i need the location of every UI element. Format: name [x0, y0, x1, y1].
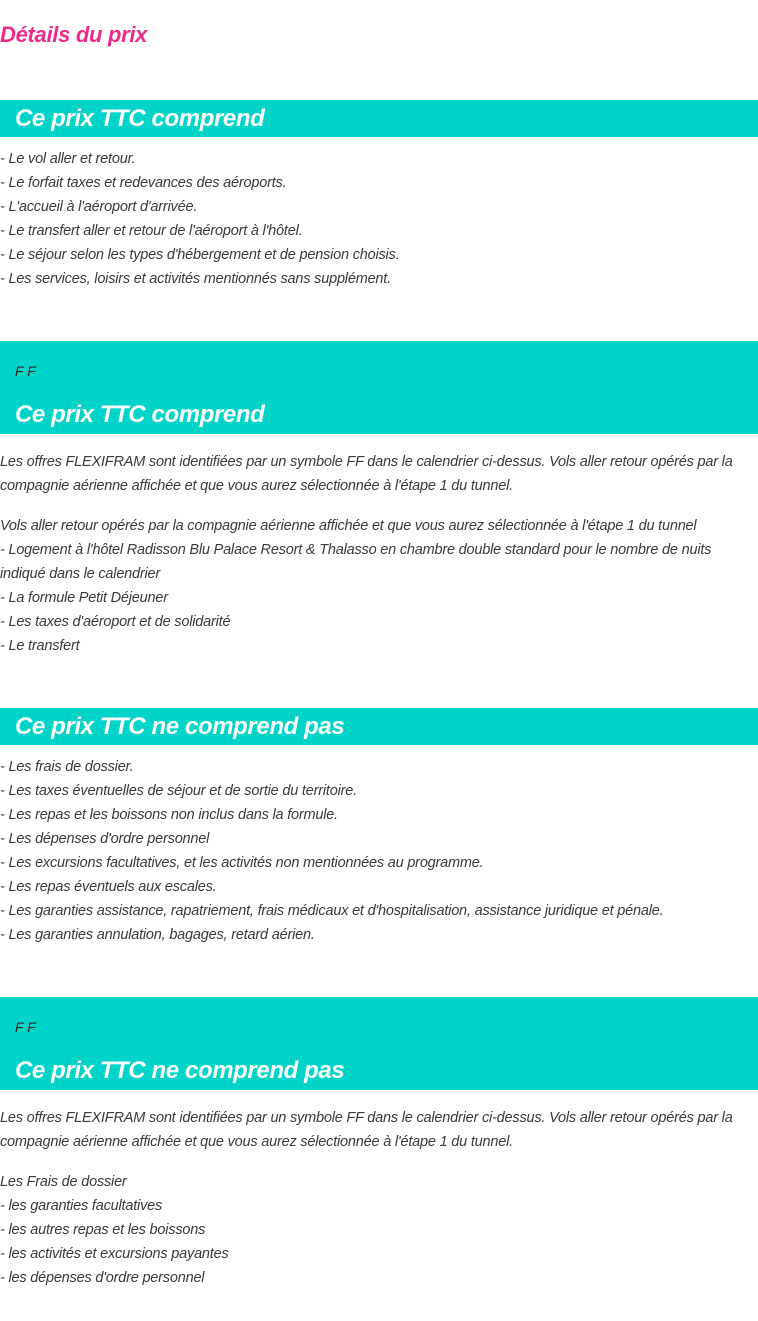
list-item: - Le séjour selon les types d'hébergement et de pension choisis. — [0, 247, 400, 263]
list-item: - Les taxes d'aéroport et de solidarité — [0, 614, 231, 630]
list-item: Vols aller retour opérés par la compagnie aérienne affichée et que vous aurez sélectionnée à l'étape 1 du tunnel — [0, 518, 697, 534]
list-item: - Les dépenses d'ordre personnel — [0, 831, 210, 847]
list-item: Les Frais de dossier — [0, 1174, 127, 1190]
list-item: - Les excursions facultatives, et les activités non mentionnées au programme. — [0, 855, 484, 871]
list-item: - les activités et excursions payantes — [0, 1246, 229, 1262]
ff-excludes-list — [0, 1170, 758, 1290]
list-item: - les garanties facultatives — [0, 1198, 163, 1214]
list-item: - Les services, loisirs et activités mentionnés sans supplément. — [0, 271, 391, 287]
section-title: Ce prix TTC ne comprend pas — [15, 713, 345, 740]
section-banner-includes — [0, 100, 758, 137]
excludes-list — [0, 755, 758, 947]
includes-list — [0, 147, 758, 291]
list-item: - Les taxes éventuelles de séjour et de sortie du territoire. — [0, 783, 357, 799]
section-banner-ff-excludes — [0, 997, 758, 1090]
section-title: Ce prix TTC ne comprend pas — [15, 1057, 345, 1084]
ff-tag: F F — [15, 1019, 36, 1035]
section-title: Ce prix TTC comprend — [15, 401, 265, 428]
list-item: - Les garanties annulation, bagages, retard aérien. — [0, 927, 315, 943]
list-item: - Le transfert — [0, 638, 80, 654]
ff-tag: F F — [15, 363, 36, 379]
list-item: - Le forfait taxes et redevances des aéroports. — [0, 175, 287, 191]
flexifram-intro: Les offres FLEXIFRAM sont identifiées par un symbole FF dans le calendrier ci-dessus. Vols aller retour opérés par la compagnie aérienne affichée et que vous aurez sélectionnée à l'étape 1 du tunnel. — [0, 1110, 733, 1150]
list-item: - Les repas éventuels aux escales. — [0, 879, 217, 895]
list-item: - La formule Petit Déjeuner — [0, 590, 168, 606]
list-item: - Les garanties assistance, rapatriement, frais médicaux et d'hospitalisation, assistance juridique et pénale. — [0, 903, 664, 919]
list-item: - Logement à l'hôtel Radisson Blu Palace Resort & Thalasso en chambre double standard pour le nombre de nuits indiqué dans le calendrier — [0, 542, 712, 582]
list-item: - Le vol aller et retour. — [0, 151, 136, 167]
ff-includes-list — [0, 514, 745, 658]
section-title: Ce prix TTC comprend — [15, 105, 265, 132]
flexifram-intro: Les offres FLEXIFRAM sont identifiées par un symbole FF dans le calendrier ci-dessus. Vols aller retour opérés par la compagnie aérienne affichée et que vous aurez sélectionnée à l'étape 1 du tunnel. — [0, 454, 733, 494]
list-item: - Les frais de dossier. — [0, 759, 134, 775]
section-banner-excludes — [0, 708, 758, 745]
list-item: - Le transfert aller et retour de l'aéroport à l'hôtel. — [0, 223, 303, 239]
section-banner-ff-includes — [0, 341, 758, 434]
page-title: Détails du prix — [0, 22, 148, 47]
list-item: - les autres repas et les boissons — [0, 1222, 206, 1238]
list-item: - Les repas et les boissons non inclus dans la formule. — [0, 807, 338, 823]
list-item: - les dépenses d'ordre personnel — [0, 1270, 205, 1286]
list-item: - L'accueil à l'aéroport d'arrivée. — [0, 199, 198, 215]
